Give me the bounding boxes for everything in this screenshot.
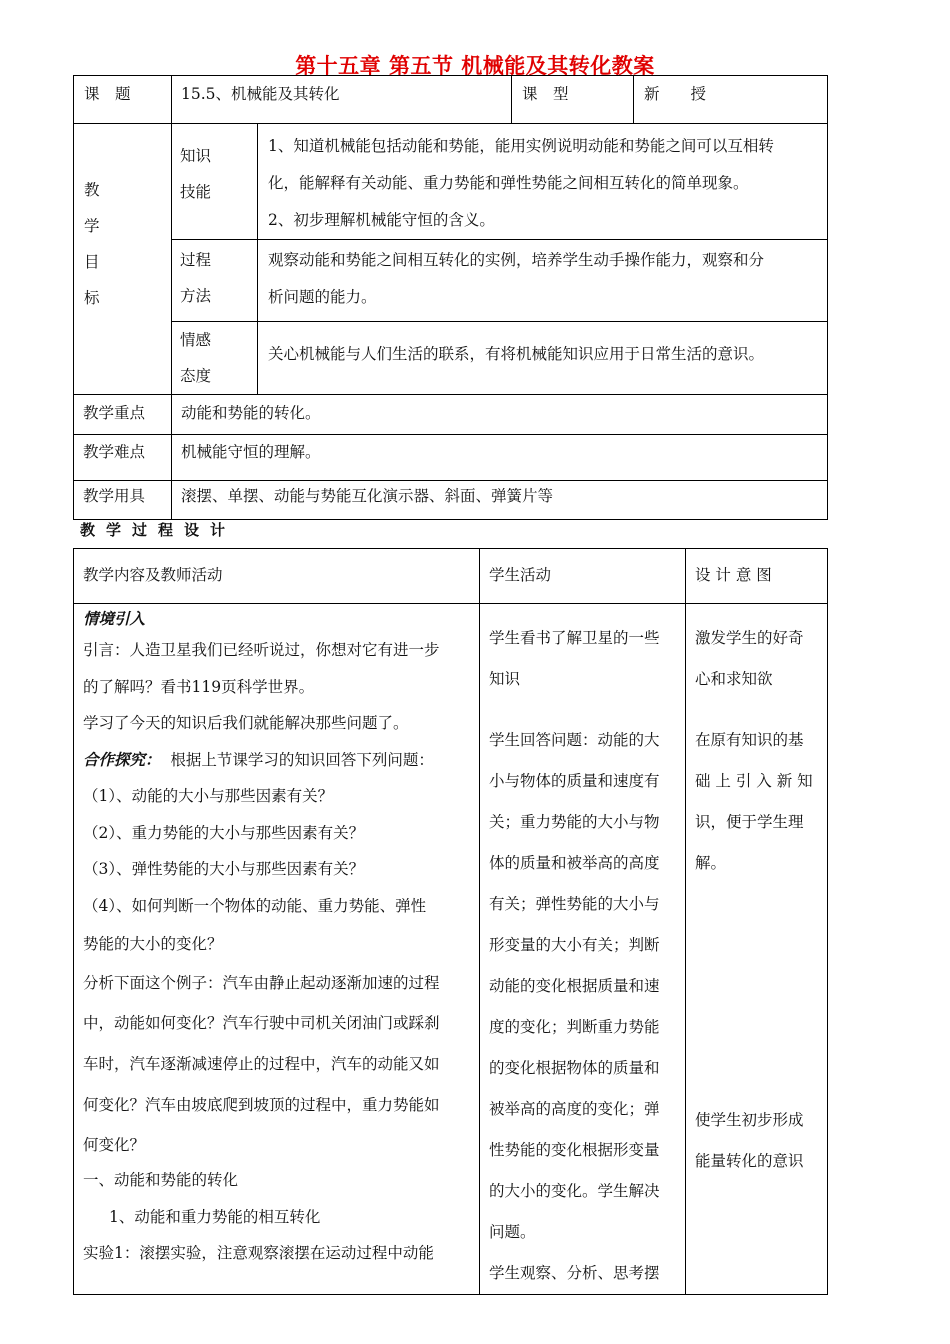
difficulty-label: 教学难点	[74, 435, 172, 481]
knowledge-label: 知识 技能	[172, 124, 258, 240]
key-point-value: 动能和势能的转化。	[172, 395, 828, 435]
teacher-column-header: 教学内容及教师活动	[74, 549, 480, 604]
process-section-title: 教学过程设计	[80, 521, 237, 539]
student-activities: 学生看书了解卫星的一些 知识 学生回答问题：动能的大 小与物体的质量和速度有 关；重力势能的大小与物 体的质量和被举高的高度 有关；弹性势能的大小与 形变量的大小有关；判断 动能的变化根据质量和速 度的变化；判断重力势能 的变化根据物体的质量和 被举高的高度的变化；弹 性势能的变化根据形变量 的大小的变化。学生解决 问题。 学生观察、分析、思考摆	[480, 604, 686, 1295]
design-column-header: 设 计 意 图	[686, 549, 828, 604]
difficulty-value: 机械能守恒的理解。	[172, 435, 828, 481]
topic-label: 课 题	[74, 76, 172, 124]
student-column-header: 学生活动	[480, 549, 686, 604]
emotion-text: 关心机械能与人们生活的联系，有将机械能知识应用于日常生活的意识。	[258, 322, 828, 395]
coop-heading: 合作探究：	[83, 750, 161, 769]
coop-paragraph: 合作探究： 根据上节课学习的知识回答下列问题：	[83, 750, 434, 769]
emotion-label: 情感 态度	[172, 322, 258, 395]
type-value: 新 授	[634, 76, 828, 124]
design-intent: 激发学生的好奇 心和求知欲 在原有知识的基 础 上 引 入 新 知 识，便于学生理 解。 使学生初步形成 能量转化的意识	[686, 604, 828, 1295]
process-label: 过程 方法	[172, 240, 258, 322]
topic-value: 15.5、机械能及其转化	[172, 76, 512, 124]
process-table	[73, 548, 828, 1295]
key-point-label: 教学重点	[74, 395, 172, 435]
knowledge-text: 1、知道机械能包括动能和势能，能用实例说明动能和势能之间可以互相转 化，能解释有关动能、重力势能和弹性势能之间相互转化的简单现象。 2、初步理解机械能守恒的含义。	[258, 124, 828, 240]
document-title: 第十五章 第五节 机械能及其转化教案	[295, 54, 655, 78]
tools-label: 教学用具	[74, 481, 172, 520]
objectives-label: 教 学 目 标	[74, 124, 172, 395]
type-label: 课 型	[512, 76, 634, 124]
teacher-activities: 情境引入 引言：人造卫星我们已经听说过，你想对它有进一步 的了解吗？看书119页科学世界。 学习了今天的知识后我们就能解决那些问题了。 合作探究： 根据上节课学习的知识回答下列问题： （1）、动能的大小与那些因素有关？ （2）、重力势能的大小与那些因素有关？ （3）、弹性势能的大小与那些因素有关？ （4）、如何判断一个物体的动能、重力势能、弹性 势能的大小的变化？ 分析下面这个例子：汽车由静止起动逐渐加速的过程 中，动能如何变化？汽车行驶中司机关闭油门或踩刹 车时，汽车逐渐减速停止的过程中，汽车的动能又如 何变化？汽车由坡底爬到坡顶的过程中，重力势能如 何变化？ 一、动能和势能的转化 1、动能和重力势能的相互转化 实验1：滚摆实验，注意观察滚摆在运动过程中动能	[74, 604, 480, 1295]
tools-value: 滚摆、单摆、动能与势能互化演示器、斜面、弹簧片等	[172, 481, 828, 520]
intro-heading: 情境引入	[83, 610, 146, 628]
process-text: 观察动能和势能之间相互转化的实例，培养学生动手操作能力，观察和分 析问题的能力。	[258, 240, 828, 322]
section-heading-1: 一、动能和势能的转化	[83, 1171, 239, 1189]
lesson-info-table	[73, 75, 828, 520]
subsection-heading-1: 1、动能和重力势能的相互转化	[109, 1208, 321, 1226]
